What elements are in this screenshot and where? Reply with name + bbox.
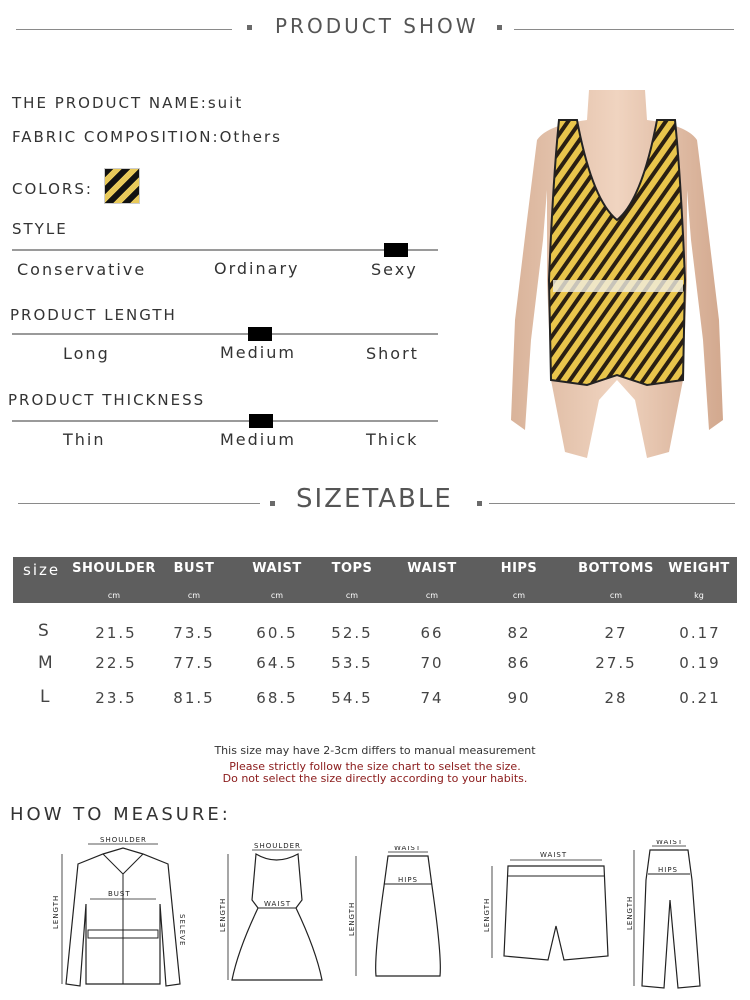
table-cell: 52.5 [331, 624, 373, 642]
jacket-length-label: LENGTH [52, 894, 60, 929]
product-name: THE PRODUCT NAME:suit [12, 94, 244, 112]
unit-hips: cm [512, 591, 526, 600]
table-cell: 77.5 [173, 654, 215, 672]
table-cell: 53.5 [331, 654, 373, 672]
size-cell: L [40, 687, 50, 707]
table-cell: 82 [507, 624, 531, 642]
size-cell: M [38, 653, 53, 673]
shorts-measure-diagram [478, 846, 618, 976]
color-swatch[interactable] [104, 168, 140, 204]
table-cell: 0.19 [679, 654, 721, 672]
unit-weight: kg [694, 591, 704, 600]
unit-shoulder: cm [107, 591, 121, 600]
table-cell: 86 [507, 654, 531, 672]
length-option-long: Long [63, 344, 110, 363]
thickness-option-thin: Thin [63, 430, 106, 449]
style-option-sexy: Sexy [371, 260, 418, 279]
thickness-title: PRODUCT THICKNESS [8, 391, 206, 409]
col-header-bust: BUST [173, 561, 215, 576]
table-cell: 22.5 [95, 654, 137, 672]
size-corner-label: size [23, 561, 61, 579]
thickness-option-thick: Thick [366, 430, 419, 449]
shorts-waist-label: WAIST [540, 851, 568, 859]
skirt-measure-diagram [346, 846, 446, 986]
table-cell: 0.21 [679, 689, 721, 707]
size-warning-2: Do not select the size directly according to your habits. [222, 772, 528, 785]
style-title: STYLE [12, 220, 68, 238]
table-cell: 74 [420, 689, 444, 707]
col-header-tops: TOPS [331, 561, 373, 576]
thickness-option-medium: Medium [220, 430, 296, 449]
page-title: PRODUCT SHOW [275, 14, 479, 38]
pants-waist-label: WAIST [656, 840, 684, 846]
table-cell: 66 [420, 624, 444, 642]
dress-measure-diagram [216, 840, 326, 990]
style-marker [384, 243, 408, 257]
unit-waist-2: cm [425, 591, 439, 600]
table-cell: 0.17 [679, 624, 721, 642]
sizetable-rule-right [489, 503, 735, 504]
table-cell: 23.5 [95, 689, 137, 707]
header-square-right [497, 25, 502, 30]
header-square-left [247, 25, 252, 30]
skirt-length-label: LENGTH [348, 901, 356, 936]
jacket-bust-label: BUST [108, 890, 131, 898]
header-rule-right [514, 29, 734, 30]
table-cell: 68.5 [256, 689, 298, 707]
table-cell: 64.5 [256, 654, 298, 672]
length-marker [248, 327, 272, 341]
unit-bust: cm [187, 591, 201, 600]
length-option-short: Short [366, 344, 419, 363]
colors-label: COLORS: [12, 180, 93, 198]
table-cell: 70 [420, 654, 444, 672]
col-header-waist: WAIST [252, 561, 302, 576]
jacket-measure-diagram [48, 834, 198, 994]
col-header-waist-2: WAIST [407, 561, 457, 576]
length-option-medium: Medium [220, 343, 296, 362]
table-cell: 27.5 [595, 654, 637, 672]
how-to-measure-title: HOW TO MEASURE: [10, 804, 231, 825]
table-cell: 21.5 [95, 624, 137, 642]
pants-measure-diagram [622, 840, 712, 990]
pants-length-label: LENGTH [626, 895, 634, 930]
skirt-hips-label: HIPS [398, 876, 418, 884]
table-cell: 81.5 [173, 689, 215, 707]
col-header-bottoms: BOTTOMS [578, 561, 654, 576]
shorts-length-label: LENGTH [483, 897, 491, 932]
table-cell: 54.5 [331, 689, 373, 707]
pants-hips-label: HIPS [658, 866, 678, 874]
size-table-header [13, 557, 737, 603]
measurement-note: This size may have 2-3cm differs to manual measurement [214, 744, 536, 757]
skirt-waist-label: WAIST [394, 846, 422, 852]
sizetable-rule-left [18, 503, 260, 504]
size-cell: S [38, 621, 49, 641]
table-cell: 90 [507, 689, 531, 707]
dress-waist-label: WAIST [264, 900, 292, 908]
col-header-weight: WEIGHT [668, 561, 730, 576]
product-photo [497, 80, 737, 470]
header-rule-left [16, 29, 232, 30]
style-option-conservative: Conservative [17, 260, 147, 279]
jacket-shoulder-label: SHOULDER [100, 836, 147, 844]
fabric-composition: FABRIC COMPOSITION:Others [12, 128, 282, 146]
col-header-shoulder: SHOULDER [72, 561, 156, 576]
table-cell: 28 [604, 689, 628, 707]
thickness-marker [249, 414, 273, 428]
table-cell: 60.5 [256, 624, 298, 642]
sizetable-title: SIZETABLE [296, 484, 453, 514]
unit-tops: cm [345, 591, 359, 600]
style-scale [12, 249, 438, 251]
style-option-ordinary: Ordinary [214, 259, 300, 278]
table-cell: 73.5 [173, 624, 215, 642]
unit-waist: cm [270, 591, 284, 600]
dress-shoulder-label: SHOULDER [254, 842, 301, 850]
dress-length-label: LENGTH [219, 897, 227, 932]
col-header-hips: HIPS [500, 561, 538, 576]
table-cell: 27 [604, 624, 628, 642]
length-title: PRODUCT LENGTH [10, 306, 177, 324]
sizetable-square-left [270, 501, 275, 506]
size-warning-1: Please strictly follow the size chart to selset the size. [229, 760, 521, 773]
length-scale [12, 333, 438, 335]
unit-bottoms: cm [609, 591, 623, 600]
jacket-sleeve-label: SELEVE [178, 914, 186, 947]
sizetable-square-right [477, 501, 482, 506]
thickness-scale [12, 420, 438, 422]
